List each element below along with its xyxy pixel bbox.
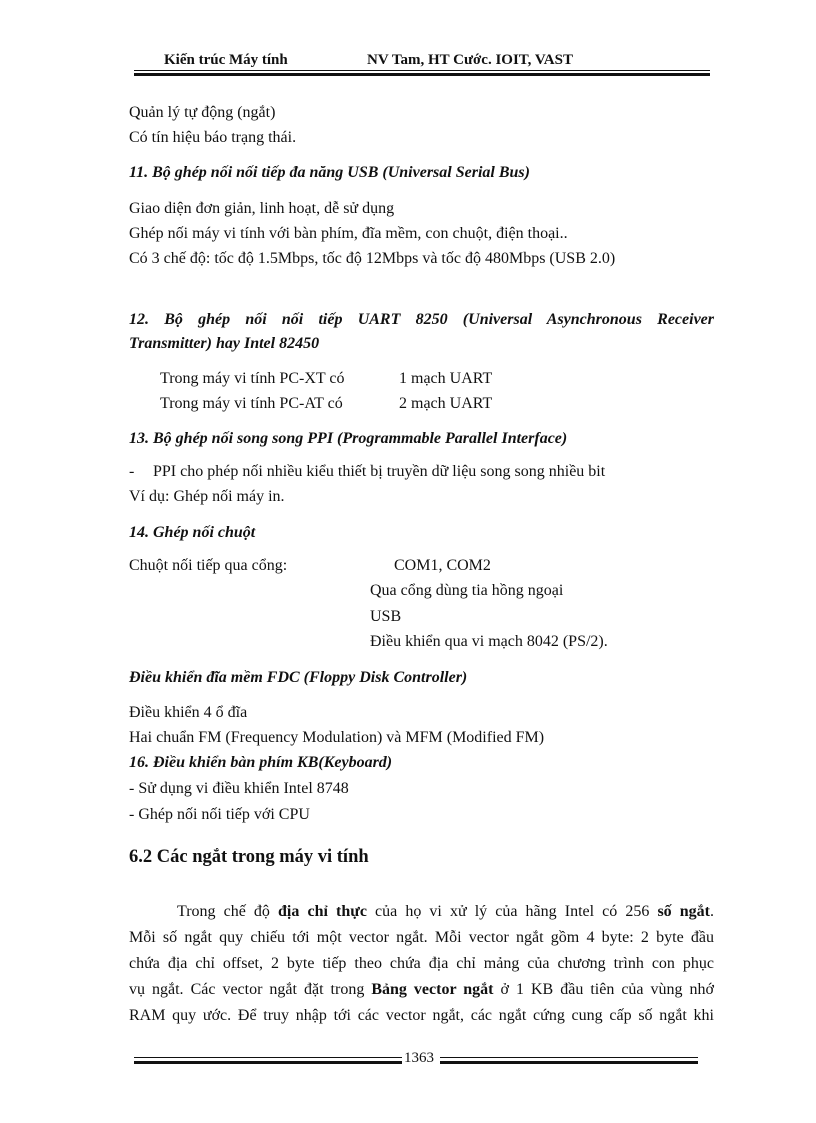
section-14-label: Chuột nối tiếp qua cổng: bbox=[129, 557, 288, 574]
section-13-example: Ví dụ: Ghép nối máy in. bbox=[129, 488, 285, 505]
section-12-heading-line-1: 12. Bộ ghép nối nối tiếp UART 8250 (Universal Asynchronous Receiver bbox=[129, 311, 714, 328]
section-12-row-2-label: Trong máy vi tính PC-AT có bbox=[160, 395, 343, 412]
section-12-row-2-value: 2 mạch UART bbox=[399, 395, 493, 412]
paragraph-line-4-text-a: vụ ngắt. Các vector ngắt đặt trong bbox=[129, 981, 372, 998]
intro-line-2: Có tín hiệu báo trạng thái. bbox=[129, 129, 297, 146]
page-number: 1363 bbox=[404, 1050, 434, 1066]
intro-line-1: Quản lý tự động (ngắt) bbox=[129, 104, 276, 121]
section-13-bullet-marker: - bbox=[129, 463, 135, 480]
paragraph-term-vector-table: Bảng vector ngắt bbox=[371, 981, 494, 998]
section-fdc-line-2: Hai chuẩn FM (Frequency Modulation) và MFM (Modified FM) bbox=[129, 729, 545, 746]
paragraph-line-1-text-c: của họ vi xử lý của hãng Intel có 256 bbox=[366, 903, 658, 920]
section-16-heading: 16. Điều khiển bàn phím KB(Keyboard) bbox=[129, 754, 393, 771]
paragraph-line-1 bbox=[129, 899, 714, 925]
paragraph-line-4 bbox=[129, 977, 714, 1003]
section-12-row-1-value: 1 mạch UART bbox=[399, 370, 493, 387]
paragraph-line-2: Mỗi số ngắt quy chiếu tới một vector ngắt. Mỗi vector ngắt gồm 4 byte: 2 byte đầu bbox=[129, 929, 714, 946]
footer-rule-left-bottom bbox=[134, 1061, 402, 1064]
footer-rule-right-bottom bbox=[440, 1061, 698, 1064]
section-12-heading-line-2: Transmitter) hay Intel 82450 bbox=[129, 335, 320, 352]
section-fdc-line-1: Điều khiển 4 ổ đĩa bbox=[129, 704, 248, 721]
paragraph-line-1-text-a: Trong chế độ bbox=[177, 903, 279, 920]
section-14-item-3: USB bbox=[370, 608, 402, 625]
header-rule-top bbox=[134, 70, 710, 71]
header-rule-bottom bbox=[134, 73, 710, 76]
section-14-item-2: Qua cổng dùng tia hồng ngoại bbox=[370, 582, 564, 599]
section-13-heading: 13. Bộ ghép nối song song PPI (Programmable Parallel Interface) bbox=[129, 430, 568, 447]
section-14-heading: 14. Ghép nối chuột bbox=[129, 524, 256, 541]
section-11-line-1: Giao diện đơn giản, linh hoạt, dễ sử dụng bbox=[129, 200, 395, 217]
paragraph-term-real-address: địa chỉ thực bbox=[278, 903, 367, 920]
section-16-line-2: - Ghép nối nối tiếp với CPU bbox=[129, 806, 310, 823]
paragraph-line-4-text-c: ở 1 KB đầu tiên của vùng nhớ bbox=[493, 981, 715, 998]
section-6-2-heading: 6.2 Các ngắt trong máy vi tính bbox=[129, 847, 369, 867]
footer-rule-left-top bbox=[134, 1057, 402, 1058]
section-16-line-1: - Sử dụng vi điều khiển Intel 8748 bbox=[129, 780, 349, 797]
paragraph-line-3: chứa địa chỉ offset, 2 byte tiếp theo chứa địa chỉ mảng của chương trình con phục bbox=[129, 955, 714, 972]
section-11-line-3: Có 3 chế độ: tốc độ 1.5Mbps, tốc độ 12Mbps và tốc độ 480Mbps (USB 2.0) bbox=[129, 250, 616, 267]
section-6-2-paragraph bbox=[129, 899, 714, 1029]
section-14-item-4: Điều khiển qua vi mạch 8042 (PS/2). bbox=[370, 633, 608, 650]
section-12-row-1-label: Trong máy vi tính PC-XT có bbox=[160, 370, 345, 387]
footer-rule-right-top bbox=[440, 1057, 698, 1058]
paragraph-line-1-text-e: . bbox=[710, 903, 714, 920]
paragraph-term-interrupt-number: số ngắt bbox=[657, 903, 710, 920]
section-fdc-heading: Điều khiển đĩa mềm FDC (Floppy Disk Controller) bbox=[129, 669, 468, 686]
section-11-line-2: Ghép nối máy vi tính với bàn phím, đĩa mềm, con chuột, điện thoại.. bbox=[129, 225, 568, 242]
section-11-heading: 11. Bộ ghép nối nối tiếp đa năng USB (Universal Serial Bus) bbox=[129, 164, 530, 181]
paragraph-line-5: RAM quy ước. Để truy nhập tới các vector ngắt, các ngắt cứng cung cấp số ngắt khi bbox=[129, 1007, 714, 1024]
section-13-bullet-text: PPI cho phép nối nhiều kiểu thiết bị truyền dữ liệu song song nhiều bit bbox=[153, 463, 606, 480]
header-authors: NV Tam, HT Cước. IOIT, VAST bbox=[367, 52, 573, 68]
section-14-item-1: COM1, COM2 bbox=[394, 557, 491, 574]
header-title: Kiến trúc Máy tính bbox=[164, 52, 288, 68]
